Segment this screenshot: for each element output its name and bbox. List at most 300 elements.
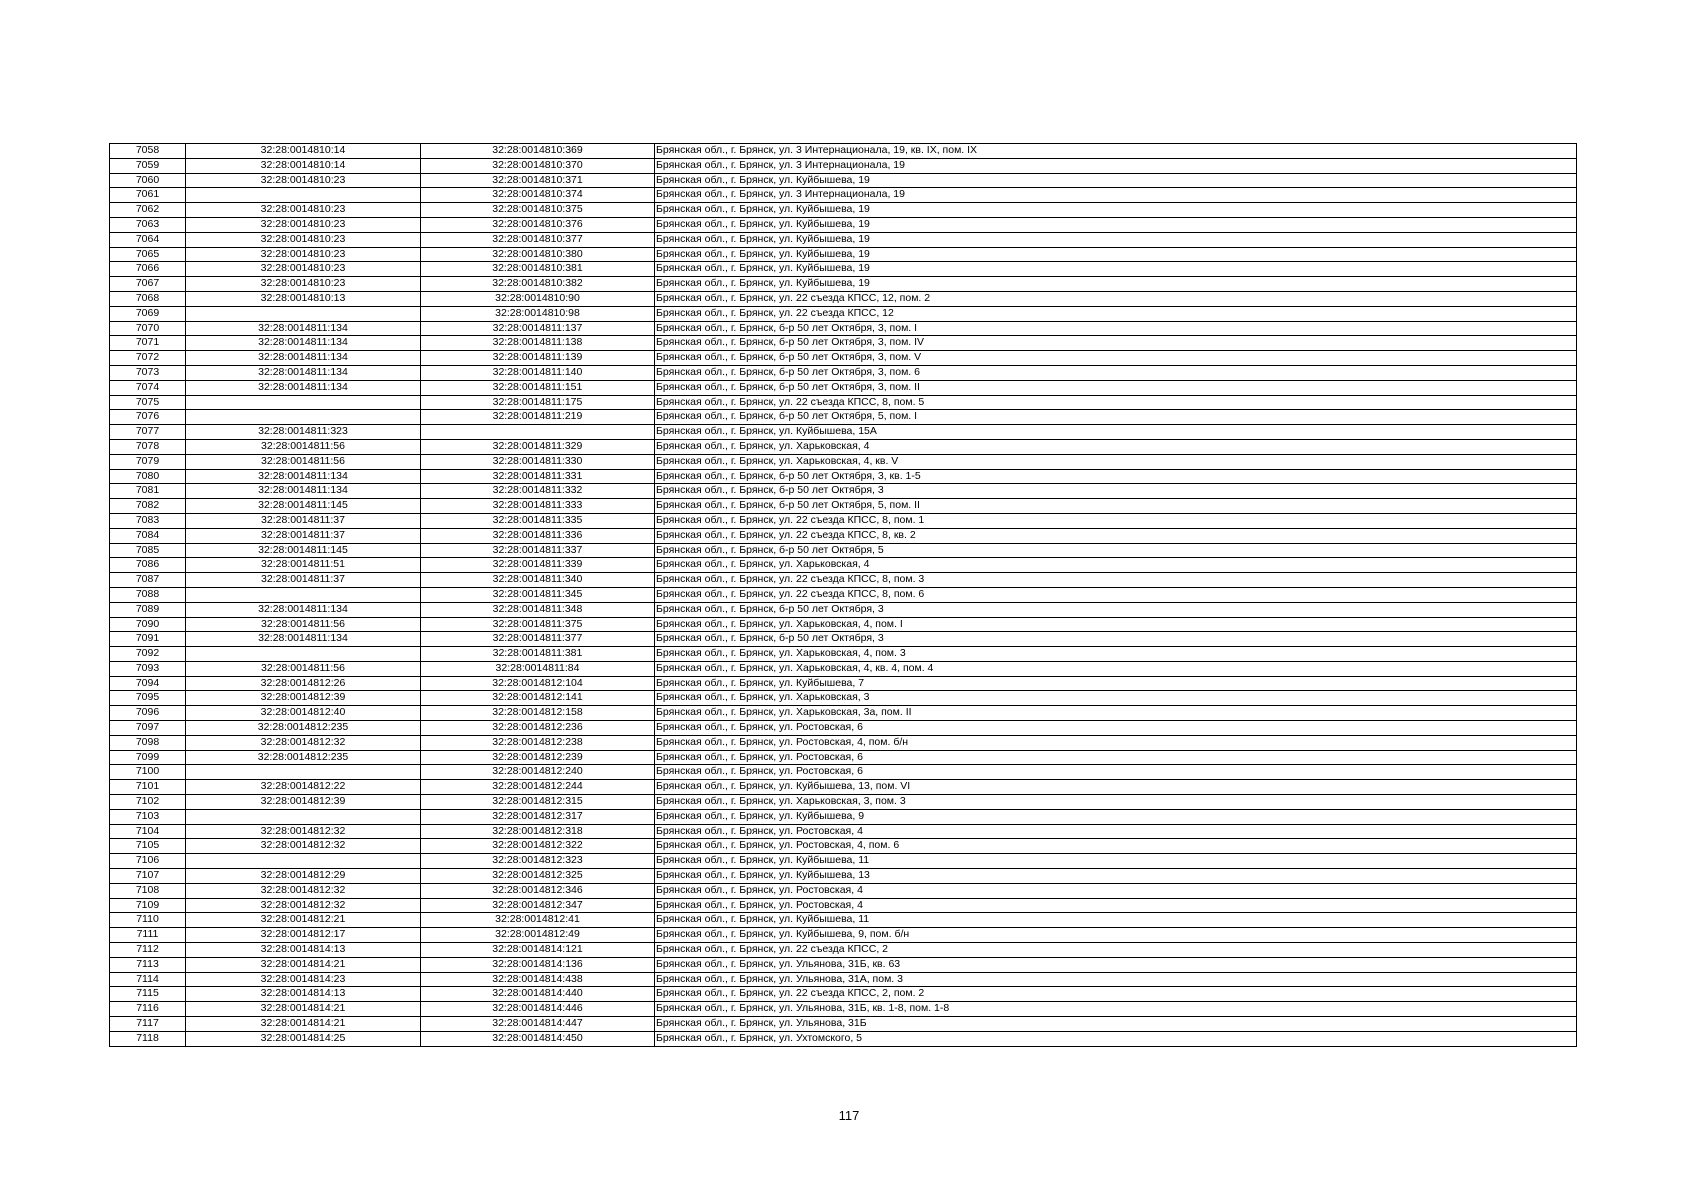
object-cadastral-cell: 32:28:0014810:371 bbox=[421, 173, 655, 188]
parent-cadastral-cell: 32:28:0014810:23 bbox=[186, 203, 421, 218]
row-number-cell: 7117 bbox=[110, 1017, 186, 1032]
table-row bbox=[110, 173, 1577, 188]
table-row bbox=[110, 1017, 1577, 1032]
table-row bbox=[110, 839, 1577, 854]
table-row bbox=[110, 824, 1577, 839]
address-cell: Брянская обл., г. Брянск, ул. Ульянова, 31Б, кв. 1-8, пом. 1-8 bbox=[655, 1002, 1577, 1017]
object-cadastral-cell: 32:28:0014812:240 bbox=[421, 765, 655, 780]
parent-cadastral-cell bbox=[186, 854, 421, 869]
parent-cadastral-cell: 32:28:0014810:14 bbox=[186, 158, 421, 173]
row-number-cell: 7111 bbox=[110, 928, 186, 943]
object-cadastral-cell: 32:28:0014811:340 bbox=[421, 573, 655, 588]
object-cadastral-cell: 32:28:0014811:329 bbox=[421, 439, 655, 454]
address-cell: Брянская обл., г. Брянск, ул. Ростовская, 4, пом. 6 bbox=[655, 839, 1577, 854]
table-row bbox=[110, 543, 1577, 558]
table-row bbox=[110, 972, 1577, 987]
table-row bbox=[110, 484, 1577, 499]
object-cadastral-cell: 32:28:0014812:318 bbox=[421, 824, 655, 839]
row-number-cell: 7068 bbox=[110, 291, 186, 306]
table-row bbox=[110, 632, 1577, 647]
parent-cadastral-cell bbox=[186, 647, 421, 662]
object-cadastral-cell: 32:28:0014812:239 bbox=[421, 750, 655, 765]
address-cell: Брянская обл., г. Брянск, ул. Ростовская, 6 bbox=[655, 750, 1577, 765]
address-cell: Брянская обл., г. Брянск, ул. 22 съезда КПСС, 8, пом. 1 bbox=[655, 513, 1577, 528]
parent-cadastral-cell: 32:28:0014812:17 bbox=[186, 928, 421, 943]
table-row bbox=[110, 1031, 1577, 1046]
row-number-cell: 7062 bbox=[110, 203, 186, 218]
parent-cadastral-cell: 32:28:0014814:25 bbox=[186, 1031, 421, 1046]
table-row bbox=[110, 247, 1577, 262]
address-cell: Брянская обл., г. Брянск, ул. 3 Интернационала, 19, кв. IX, пом. IX bbox=[655, 144, 1577, 159]
address-cell: Брянская обл., г. Брянск, ул. Ростовская, 6 bbox=[655, 765, 1577, 780]
table-row bbox=[110, 306, 1577, 321]
table-row bbox=[110, 661, 1577, 676]
address-cell: Брянская обл., г. Брянск, ул. Харьковская, 4 bbox=[655, 439, 1577, 454]
row-number-cell: 7110 bbox=[110, 913, 186, 928]
row-number-cell: 7081 bbox=[110, 484, 186, 499]
address-cell: Брянская обл., г. Брянск, ул. Куйбышева, 13 bbox=[655, 869, 1577, 884]
row-number-cell: 7087 bbox=[110, 573, 186, 588]
parent-cadastral-cell: 32:28:0014811:51 bbox=[186, 558, 421, 573]
parent-cadastral-cell: 32:28:0014811:56 bbox=[186, 617, 421, 632]
table-row bbox=[110, 735, 1577, 750]
table-row bbox=[110, 262, 1577, 277]
table-row bbox=[110, 558, 1577, 573]
object-cadastral-cell: 32:28:0014810:376 bbox=[421, 217, 655, 232]
object-cadastral-cell: 32:28:0014812:244 bbox=[421, 780, 655, 795]
table-row bbox=[110, 987, 1577, 1002]
row-number-cell: 7088 bbox=[110, 587, 186, 602]
table-row bbox=[110, 957, 1577, 972]
object-cadastral-cell: 32:28:0014810:380 bbox=[421, 247, 655, 262]
address-cell: Брянская обл., г. Брянск, ул. 22 съезда КПСС, 2, пом. 2 bbox=[655, 987, 1577, 1002]
object-cadastral-cell: 32:28:0014811:331 bbox=[421, 469, 655, 484]
object-cadastral-cell: 32:28:0014812:49 bbox=[421, 928, 655, 943]
row-number-cell: 7095 bbox=[110, 691, 186, 706]
row-number-cell: 7106 bbox=[110, 854, 186, 869]
object-cadastral-cell: 32:28:0014812:346 bbox=[421, 883, 655, 898]
address-cell: Брянская обл., г. Брянск, б-р 50 лет Октября, 3, пом. V bbox=[655, 351, 1577, 366]
address-cell: Брянская обл., г. Брянск, ул. Харьковская, 3, пом. 3 bbox=[655, 795, 1577, 810]
address-cell: Брянская обл., г. Брянск, ул. Ульянова, 31Б bbox=[655, 1017, 1577, 1032]
object-cadastral-cell: 32:28:0014812:347 bbox=[421, 898, 655, 913]
address-cell: Брянская обл., г. Брянск, ул. Куйбышева, 15А bbox=[655, 425, 1577, 440]
address-cell: Брянская обл., г. Брянск, б-р 50 лет Октября, 3, пом. II bbox=[655, 380, 1577, 395]
object-cadastral-cell bbox=[421, 425, 655, 440]
row-number-cell: 7115 bbox=[110, 987, 186, 1002]
table-row bbox=[110, 795, 1577, 810]
address-cell: Брянская обл., г. Брянск, ул. Ростовская, 4 bbox=[655, 824, 1577, 839]
parent-cadastral-cell: 32:28:0014810:13 bbox=[186, 291, 421, 306]
row-number-cell: 7097 bbox=[110, 721, 186, 736]
object-cadastral-cell: 32:28:0014810:98 bbox=[421, 306, 655, 321]
address-cell: Брянская обл., г. Брянск, б-р 50 лет Октября, 3 bbox=[655, 484, 1577, 499]
row-number-cell: 7071 bbox=[110, 336, 186, 351]
address-cell: Брянская обл., г. Брянск, ул. 22 съезда КПСС, 8, пом. 3 bbox=[655, 573, 1577, 588]
object-cadastral-cell: 32:28:0014810:374 bbox=[421, 188, 655, 203]
parent-cadastral-cell: 32:28:0014811:37 bbox=[186, 528, 421, 543]
address-cell: Брянская обл., г. Брянск, ул. 22 съезда КПСС, 8, кв. 2 bbox=[655, 528, 1577, 543]
object-cadastral-cell: 32:28:0014812:104 bbox=[421, 676, 655, 691]
object-cadastral-cell: 32:28:0014812:323 bbox=[421, 854, 655, 869]
address-cell: Брянская обл., г. Брянск, ул. Куйбышева, 19 bbox=[655, 173, 1577, 188]
address-cell: Брянская обл., г. Брянск, ул. Куйбышева, 9 bbox=[655, 809, 1577, 824]
parent-cadastral-cell: 32:28:0014812:39 bbox=[186, 795, 421, 810]
table-row bbox=[110, 380, 1577, 395]
object-cadastral-cell: 32:28:0014812:141 bbox=[421, 691, 655, 706]
table-row bbox=[110, 721, 1577, 736]
table-row bbox=[110, 439, 1577, 454]
parent-cadastral-cell: 32:28:0014811:134 bbox=[186, 380, 421, 395]
row-number-cell: 7063 bbox=[110, 217, 186, 232]
address-cell: Брянская обл., г. Брянск, ул. Харьковская, 3а, пом. II bbox=[655, 706, 1577, 721]
parent-cadastral-cell: 32:28:0014812:32 bbox=[186, 824, 421, 839]
object-cadastral-cell: 32:28:0014814:440 bbox=[421, 987, 655, 1002]
parent-cadastral-cell: 32:28:0014810:23 bbox=[186, 262, 421, 277]
parent-cadastral-cell: 32:28:0014811:134 bbox=[186, 351, 421, 366]
parent-cadastral-cell: 32:28:0014814:21 bbox=[186, 1017, 421, 1032]
row-number-cell: 7067 bbox=[110, 277, 186, 292]
table-row bbox=[110, 854, 1577, 869]
table-row bbox=[110, 425, 1577, 440]
table-row bbox=[110, 691, 1577, 706]
address-cell: Брянская обл., г. Брянск, ул. Куйбышева, 11 bbox=[655, 854, 1577, 869]
parent-cadastral-cell: 32:28:0014811:134 bbox=[186, 321, 421, 336]
row-number-cell: 7061 bbox=[110, 188, 186, 203]
parent-cadastral-cell: 32:28:0014811:37 bbox=[186, 573, 421, 588]
row-number-cell: 7069 bbox=[110, 306, 186, 321]
address-cell: Брянская обл., г. Брянск, ул. Куйбышева, 11 bbox=[655, 913, 1577, 928]
object-cadastral-cell: 32:28:0014812:322 bbox=[421, 839, 655, 854]
row-number-cell: 7102 bbox=[110, 795, 186, 810]
address-cell: Брянская обл., г. Брянск, ул. 3 Интернационала, 19 bbox=[655, 158, 1577, 173]
row-number-cell: 7079 bbox=[110, 454, 186, 469]
address-cell: Брянская обл., г. Брянск, ул. Куйбышева, 19 bbox=[655, 262, 1577, 277]
table-row bbox=[110, 913, 1577, 928]
row-number-cell: 7072 bbox=[110, 351, 186, 366]
address-cell: Брянская обл., г. Брянск, ул. Харьковская, 4 bbox=[655, 558, 1577, 573]
table-row bbox=[110, 158, 1577, 173]
object-cadastral-cell: 32:28:0014811:219 bbox=[421, 410, 655, 425]
table-row bbox=[110, 336, 1577, 351]
table-row bbox=[110, 602, 1577, 617]
row-number-cell: 7096 bbox=[110, 706, 186, 721]
object-cadastral-cell: 32:28:0014814:121 bbox=[421, 943, 655, 958]
object-cadastral-cell: 32:28:0014811:335 bbox=[421, 513, 655, 528]
row-number-cell: 7070 bbox=[110, 321, 186, 336]
object-cadastral-cell: 32:28:0014812:325 bbox=[421, 869, 655, 884]
row-number-cell: 7065 bbox=[110, 247, 186, 262]
object-cadastral-cell: 32:28:0014811:333 bbox=[421, 499, 655, 514]
address-cell: Брянская обл., г. Брянск, ул. Куйбышева, 19 bbox=[655, 217, 1577, 232]
parent-cadastral-cell: 32:28:0014812:21 bbox=[186, 913, 421, 928]
table-row bbox=[110, 706, 1577, 721]
parent-cadastral-cell: 32:28:0014810:23 bbox=[186, 277, 421, 292]
object-cadastral-cell: 32:28:0014810:370 bbox=[421, 158, 655, 173]
table-body bbox=[110, 144, 1577, 1047]
parent-cadastral-cell: 32:28:0014812:32 bbox=[186, 898, 421, 913]
table-row bbox=[110, 395, 1577, 410]
object-cadastral-cell: 32:28:0014810:381 bbox=[421, 262, 655, 277]
table-row bbox=[110, 587, 1577, 602]
address-cell: Брянская обл., г. Брянск, ул. Ульянова, 31А, пом. 3 bbox=[655, 972, 1577, 987]
row-number-cell: 7075 bbox=[110, 395, 186, 410]
property-table bbox=[109, 143, 1577, 1047]
address-cell: Брянская обл., г. Брянск, ул. Харьковская, 4, кв. V bbox=[655, 454, 1577, 469]
parent-cadastral-cell: 32:28:0014814:13 bbox=[186, 987, 421, 1002]
address-cell: Брянская обл., г. Брянск, б-р 50 лет Октября, 3 bbox=[655, 602, 1577, 617]
parent-cadastral-cell: 32:28:0014812:40 bbox=[186, 706, 421, 721]
object-cadastral-cell: 32:28:0014814:136 bbox=[421, 957, 655, 972]
row-number-cell: 7099 bbox=[110, 750, 186, 765]
parent-cadastral-cell: 32:28:0014814:13 bbox=[186, 943, 421, 958]
row-number-cell: 7078 bbox=[110, 439, 186, 454]
object-cadastral-cell: 32:28:0014810:375 bbox=[421, 203, 655, 218]
object-cadastral-cell: 32:28:0014812:238 bbox=[421, 735, 655, 750]
address-cell: Брянская обл., г. Брянск, ул. Куйбышева, 19 bbox=[655, 247, 1577, 262]
table-row bbox=[110, 203, 1577, 218]
row-number-cell: 7114 bbox=[110, 972, 186, 987]
parent-cadastral-cell bbox=[186, 765, 421, 780]
address-cell: Брянская обл., г. Брянск, ул. Куйбышева, 19 bbox=[655, 232, 1577, 247]
row-number-cell: 7076 bbox=[110, 410, 186, 425]
row-number-cell: 7074 bbox=[110, 380, 186, 395]
object-cadastral-cell: 32:28:0014811:139 bbox=[421, 351, 655, 366]
parent-cadastral-cell: 32:28:0014811:323 bbox=[186, 425, 421, 440]
address-cell: Брянская обл., г. Брянск, ул. 22 съезда КПСС, 2 bbox=[655, 943, 1577, 958]
object-cadastral-cell: 32:28:0014811:140 bbox=[421, 365, 655, 380]
object-cadastral-cell: 32:28:0014814:450 bbox=[421, 1031, 655, 1046]
object-cadastral-cell: 32:28:0014811:330 bbox=[421, 454, 655, 469]
table-row bbox=[110, 232, 1577, 247]
table-row bbox=[110, 351, 1577, 366]
address-cell: Брянская обл., г. Брянск, ул. 22 съезда КПСС, 12, пом. 2 bbox=[655, 291, 1577, 306]
row-number-cell: 7100 bbox=[110, 765, 186, 780]
table-row bbox=[110, 1002, 1577, 1017]
table-row bbox=[110, 217, 1577, 232]
parent-cadastral-cell: 32:28:0014814:21 bbox=[186, 957, 421, 972]
address-cell: Брянская обл., г. Брянск, ул. Куйбышева, 13, пом. VI bbox=[655, 780, 1577, 795]
parent-cadastral-cell bbox=[186, 587, 421, 602]
page-number: 117 bbox=[838, 1108, 860, 1123]
parent-cadastral-cell: 32:28:0014812:235 bbox=[186, 721, 421, 736]
table-row bbox=[110, 647, 1577, 662]
parent-cadastral-cell: 32:28:0014814:23 bbox=[186, 972, 421, 987]
parent-cadastral-cell: 32:28:0014811:145 bbox=[186, 543, 421, 558]
object-cadastral-cell: 32:28:0014810:382 bbox=[421, 277, 655, 292]
row-number-cell: 7098 bbox=[110, 735, 186, 750]
table-row bbox=[110, 617, 1577, 632]
parent-cadastral-cell bbox=[186, 306, 421, 321]
row-number-cell: 7109 bbox=[110, 898, 186, 913]
parent-cadastral-cell: 32:28:0014812:235 bbox=[186, 750, 421, 765]
parent-cadastral-cell bbox=[186, 410, 421, 425]
row-number-cell: 7093 bbox=[110, 661, 186, 676]
object-cadastral-cell: 32:28:0014811:138 bbox=[421, 336, 655, 351]
address-cell: Брянская обл., г. Брянск, ул. Куйбышева, 19 bbox=[655, 203, 1577, 218]
row-number-cell: 7108 bbox=[110, 883, 186, 898]
row-number-cell: 7059 bbox=[110, 158, 186, 173]
address-cell: Брянская обл., г. Брянск, ул. Ростовская, 4, пом. б/н bbox=[655, 735, 1577, 750]
address-cell: Брянская обл., г. Брянск, б-р 50 лет Октября, 5 bbox=[655, 543, 1577, 558]
object-cadastral-cell: 32:28:0014814:446 bbox=[421, 1002, 655, 1017]
table-row bbox=[110, 765, 1577, 780]
table-row bbox=[110, 277, 1577, 292]
object-cadastral-cell: 32:28:0014810:369 bbox=[421, 144, 655, 159]
address-cell: Брянская обл., г. Брянск, ул. Ростовская, 4 bbox=[655, 898, 1577, 913]
parent-cadastral-cell: 32:28:0014812:29 bbox=[186, 869, 421, 884]
row-number-cell: 7118 bbox=[110, 1031, 186, 1046]
object-cadastral-cell: 32:28:0014811:175 bbox=[421, 395, 655, 410]
row-number-cell: 7113 bbox=[110, 957, 186, 972]
object-cadastral-cell: 32:28:0014811:151 bbox=[421, 380, 655, 395]
table-row bbox=[110, 513, 1577, 528]
address-cell: Брянская обл., г. Брянск, ул. Ростовская, 4 bbox=[655, 883, 1577, 898]
address-cell: Брянская обл., г. Брянск, ул. Ростовская, 6 bbox=[655, 721, 1577, 736]
row-number-cell: 7060 bbox=[110, 173, 186, 188]
address-cell: Брянская обл., г. Брянск, ул. Харьковская, 4, пом. I bbox=[655, 617, 1577, 632]
object-cadastral-cell: 32:28:0014811:345 bbox=[421, 587, 655, 602]
parent-cadastral-cell: 32:28:0014812:22 bbox=[186, 780, 421, 795]
row-number-cell: 7083 bbox=[110, 513, 186, 528]
table-row bbox=[110, 188, 1577, 203]
table-row bbox=[110, 469, 1577, 484]
table-row bbox=[110, 928, 1577, 943]
parent-cadastral-cell: 32:28:0014812:26 bbox=[186, 676, 421, 691]
parent-cadastral-cell: 32:28:0014811:145 bbox=[186, 499, 421, 514]
parent-cadastral-cell: 32:28:0014811:37 bbox=[186, 513, 421, 528]
parent-cadastral-cell: 32:28:0014814:21 bbox=[186, 1002, 421, 1017]
parent-cadastral-cell: 32:28:0014811:134 bbox=[186, 336, 421, 351]
table-row bbox=[110, 883, 1577, 898]
object-cadastral-cell: 32:28:0014811:84 bbox=[421, 661, 655, 676]
table-row bbox=[110, 291, 1577, 306]
object-cadastral-cell: 32:28:0014811:348 bbox=[421, 602, 655, 617]
row-number-cell: 7094 bbox=[110, 676, 186, 691]
address-cell: Брянская обл., г. Брянск, ул. Ухтомского, 5 bbox=[655, 1031, 1577, 1046]
address-cell: Брянская обл., г. Брянск, ул. Куйбышева, 7 bbox=[655, 676, 1577, 691]
parent-cadastral-cell: 32:28:0014811:134 bbox=[186, 632, 421, 647]
parent-cadastral-cell: 32:28:0014811:56 bbox=[186, 454, 421, 469]
row-number-cell: 7064 bbox=[110, 232, 186, 247]
row-number-cell: 7116 bbox=[110, 1002, 186, 1017]
row-number-cell: 7085 bbox=[110, 543, 186, 558]
object-cadastral-cell: 32:28:0014811:137 bbox=[421, 321, 655, 336]
row-number-cell: 7084 bbox=[110, 528, 186, 543]
row-number-cell: 7058 bbox=[110, 144, 186, 159]
row-number-cell: 7077 bbox=[110, 425, 186, 440]
parent-cadastral-cell: 32:28:0014811:134 bbox=[186, 469, 421, 484]
address-cell: Брянская обл., г. Брянск, ул. Ульянова, 31Б, кв. 63 bbox=[655, 957, 1577, 972]
table-row bbox=[110, 750, 1577, 765]
object-cadastral-cell: 32:28:0014811:332 bbox=[421, 484, 655, 499]
parent-cadastral-cell: 32:28:0014812:32 bbox=[186, 839, 421, 854]
table-row bbox=[110, 528, 1577, 543]
object-cadastral-cell: 32:28:0014811:336 bbox=[421, 528, 655, 543]
address-cell: Брянская обл., г. Брянск, б-р 50 лет Октября, 3, пом. 6 bbox=[655, 365, 1577, 380]
parent-cadastral-cell bbox=[186, 395, 421, 410]
row-number-cell: 7107 bbox=[110, 869, 186, 884]
row-number-cell: 7090 bbox=[110, 617, 186, 632]
row-number-cell: 7104 bbox=[110, 824, 186, 839]
parent-cadastral-cell: 32:28:0014811:56 bbox=[186, 439, 421, 454]
row-number-cell: 7080 bbox=[110, 469, 186, 484]
table-row bbox=[110, 454, 1577, 469]
address-cell: Брянская обл., г. Брянск, ул. Харьковская, 4, пом. 3 bbox=[655, 647, 1577, 662]
row-number-cell: 7092 bbox=[110, 647, 186, 662]
row-number-cell: 7112 bbox=[110, 943, 186, 958]
object-cadastral-cell: 32:28:0014814:447 bbox=[421, 1017, 655, 1032]
object-cadastral-cell: 32:28:0014811:339 bbox=[421, 558, 655, 573]
row-number-cell: 7105 bbox=[110, 839, 186, 854]
object-cadastral-cell: 32:28:0014811:377 bbox=[421, 632, 655, 647]
address-cell: Брянская обл., г. Брянск, ул. Харьковская, 3 bbox=[655, 691, 1577, 706]
row-number-cell: 7082 bbox=[110, 499, 186, 514]
address-cell: Брянская обл., г. Брянск, б-р 50 лет Октября, 5, пом. II bbox=[655, 499, 1577, 514]
row-number-cell: 7101 bbox=[110, 780, 186, 795]
table-row bbox=[110, 809, 1577, 824]
object-cadastral-cell: 32:28:0014812:317 bbox=[421, 809, 655, 824]
object-cadastral-cell: 32:28:0014812:315 bbox=[421, 795, 655, 810]
address-cell: Брянская обл., г. Брянск, б-р 50 лет Октября, 3, пом. I bbox=[655, 321, 1577, 336]
object-cadastral-cell: 32:28:0014810:90 bbox=[421, 291, 655, 306]
parent-cadastral-cell: 32:28:0014810:23 bbox=[186, 247, 421, 262]
address-cell: Брянская обл., г. Брянск, ул. 22 съезда КПСС, 8, пом. 6 bbox=[655, 587, 1577, 602]
parent-cadastral-cell: 32:28:0014812:32 bbox=[186, 735, 421, 750]
address-cell: Брянская обл., г. Брянск, ул. Куйбышева, 19 bbox=[655, 277, 1577, 292]
address-cell: Брянская обл., г. Брянск, ул. Куйбышева, 9, пом. б/н bbox=[655, 928, 1577, 943]
object-cadastral-cell: 32:28:0014811:337 bbox=[421, 543, 655, 558]
parent-cadastral-cell: 32:28:0014812:32 bbox=[186, 883, 421, 898]
row-number-cell: 7073 bbox=[110, 365, 186, 380]
row-number-cell: 7066 bbox=[110, 262, 186, 277]
parent-cadastral-cell: 32:28:0014810:14 bbox=[186, 144, 421, 159]
row-number-cell: 7089 bbox=[110, 602, 186, 617]
address-cell: Брянская обл., г. Брянск, ул. 22 съезда КПСС, 12 bbox=[655, 306, 1577, 321]
table-row bbox=[110, 365, 1577, 380]
parent-cadastral-cell: 32:28:0014811:134 bbox=[186, 484, 421, 499]
table-row bbox=[110, 573, 1577, 588]
row-number-cell: 7086 bbox=[110, 558, 186, 573]
parent-cadastral-cell: 32:28:0014810:23 bbox=[186, 232, 421, 247]
table-row bbox=[110, 144, 1577, 159]
parent-cadastral-cell: 32:28:0014812:39 bbox=[186, 691, 421, 706]
object-cadastral-cell: 32:28:0014812:158 bbox=[421, 706, 655, 721]
object-cadastral-cell: 32:28:0014812:41 bbox=[421, 913, 655, 928]
parent-cadastral-cell: 32:28:0014810:23 bbox=[186, 217, 421, 232]
row-number-cell: 7091 bbox=[110, 632, 186, 647]
object-cadastral-cell: 32:28:0014811:381 bbox=[421, 647, 655, 662]
address-cell: Брянская обл., г. Брянск, б-р 50 лет Октября, 5, пом. I bbox=[655, 410, 1577, 425]
table-row bbox=[110, 410, 1577, 425]
object-cadastral-cell: 32:28:0014814:438 bbox=[421, 972, 655, 987]
address-cell: Брянская обл., г. Брянск, б-р 50 лет Октября, 3, кв. 1-5 bbox=[655, 469, 1577, 484]
parent-cadastral-cell bbox=[186, 809, 421, 824]
parent-cadastral-cell: 32:28:0014811:134 bbox=[186, 365, 421, 380]
object-cadastral-cell: 32:28:0014811:375 bbox=[421, 617, 655, 632]
table-row bbox=[110, 898, 1577, 913]
address-cell: Брянская обл., г. Брянск, ул. 3 Интернационала, 19 bbox=[655, 188, 1577, 203]
table-row bbox=[110, 943, 1577, 958]
address-cell: Брянская обл., г. Брянск, б-р 50 лет Октября, 3 bbox=[655, 632, 1577, 647]
table-row bbox=[110, 869, 1577, 884]
address-cell: Брянская обл., г. Брянск, ул. 22 съезда КПСС, 8, пом. 5 bbox=[655, 395, 1577, 410]
address-cell: Брянская обл., г. Брянск, ул. Харьковская, 4, кв. 4, пом. 4 bbox=[655, 661, 1577, 676]
parent-cadastral-cell: 32:28:0014811:134 bbox=[186, 602, 421, 617]
table-row bbox=[110, 499, 1577, 514]
object-cadastral-cell: 32:28:0014812:236 bbox=[421, 721, 655, 736]
table-row bbox=[110, 676, 1577, 691]
